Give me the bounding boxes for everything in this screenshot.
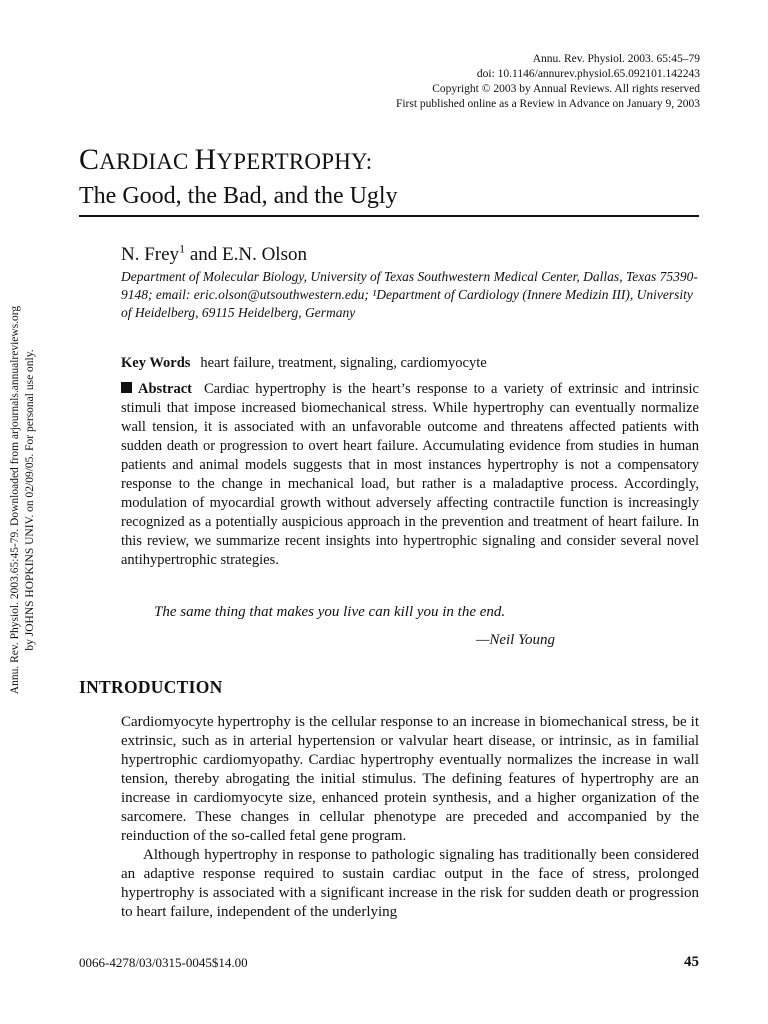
key-words: [121, 353, 487, 373]
side-note-line-1: Annu. Rev. Physiol. 2003.65:45-79. Downloaded from arjournals.annualreviews.org: [9, 305, 21, 695]
side-note-line-2: by JOHNS HOPKINS UNIV. on 02/09/05. For personal use only.: [23, 349, 36, 651]
journal-header: [396, 52, 700, 112]
introduction-body: [121, 713, 699, 922]
abstract-square-icon: [121, 382, 132, 393]
author-list: [121, 243, 307, 267]
epigraph-quote: The same thing that makes you live can kill you in the end.: [154, 604, 506, 620]
title-main: CARDIAC HYPERTROPHY:: [79, 143, 373, 176]
title-rule: [79, 215, 699, 217]
epigraph-attribution: —Neil Young: [476, 632, 556, 648]
introduction-paragraph-2: Although hypertrophy in response to pathologic signaling has traditionally been considered an adaptive response required to sustain cardiac output in the face of stress, prolonged hypertrophy is associated with a significant increase in the risk for sudden death or progression to heart failure, independent of the underlying: [121, 847, 699, 920]
author-frey-affiliation-mark: 1: [179, 241, 186, 256]
abstract: [121, 380, 699, 570]
title-subtitle: The Good, the Bad, and the Ugly: [79, 183, 398, 209]
author-frey: N. Frey: [121, 244, 180, 265]
doi-line: doi: 10.1146/annurev.physiol.65.092101.142243: [476, 68, 700, 80]
author-affiliation: Department of Molecular Biology, University of Texas Southwestern Medical Center, Dallas, Texas 75390-9148; email: eric.olson@utsouthwestern.edu; ¹Department of Cardiology (Innere Medizin III), University of Heidelberg, 69115 Heidelberg, Germany: [121, 269, 698, 320]
first-published-line: First published online as a Review in Advance on January 9, 2003: [395, 98, 700, 110]
key-words-terms: heart failure, treatment, signaling, cardiomyocyte: [200, 355, 487, 371]
page-number: 45: [684, 954, 699, 970]
key-words-label: Key Words: [121, 355, 191, 371]
author-olson: E.N. Olson: [222, 244, 307, 265]
citation-line: Annu. Rev. Physiol. 2003. 65:45–79: [532, 53, 700, 65]
article-title: [79, 143, 699, 212]
introduction-paragraph-1: Cardiomyocyte hypertrophy is the cellular response to an increase in biomechanical stress, be it extrinsic, such as in arterial hypertension or valvular heart disease, or intrinsic, as in familial hypertrophic cardiomyopathy. Cardiac hypertrophy eventually normalizes the increase in wall tension, thereby abrogating the initial stimulus. The defining features of hypertrophy are an increase in cardiomyocyte size, enhanced protein synthesis, and a higher organization of the sarcomere. These changes in cellular phenotype are preceded and accompanied by the reinduction of the so-called fetal gene program.: [121, 714, 699, 844]
issn-price: 0066-4278/03/0315-0045$14.00: [79, 955, 248, 970]
copyright-line: Copyright © 2003 by Annual Reviews. All rights reserved: [432, 83, 700, 95]
introduction-heading: INTRODUCTION: [79, 677, 223, 697]
download-side-note: [2, 300, 38, 700]
abstract-label: Abstract: [138, 381, 192, 397]
abstract-text: Cardiac hypertrophy is the heart’s response to a variety of extrinsic and intrinsic stimuli that impose increased biomechanical stress. While hypertrophy can eventually normalize wall tension, it is associated with an unfavorable outcome and threatens affected patients with sudden death or progression to overt heart failure. Accumulating evidence from studies in human patients and animal models suggests that in most instances hypertrophy is not a compensatory response to the change in mechanical load, but rather is a maladaptive process. Accordingly, modulation of myocardial growth without adversely affecting contractile function is increasingly recognized as a potentially auspicious approach in the prevention and treatment of heart failure. In this review, we summarize recent insights into hypertrophic signaling and consider several novel antihypertrophic strategies.: [121, 381, 699, 568]
author-connector: and: [185, 244, 222, 265]
